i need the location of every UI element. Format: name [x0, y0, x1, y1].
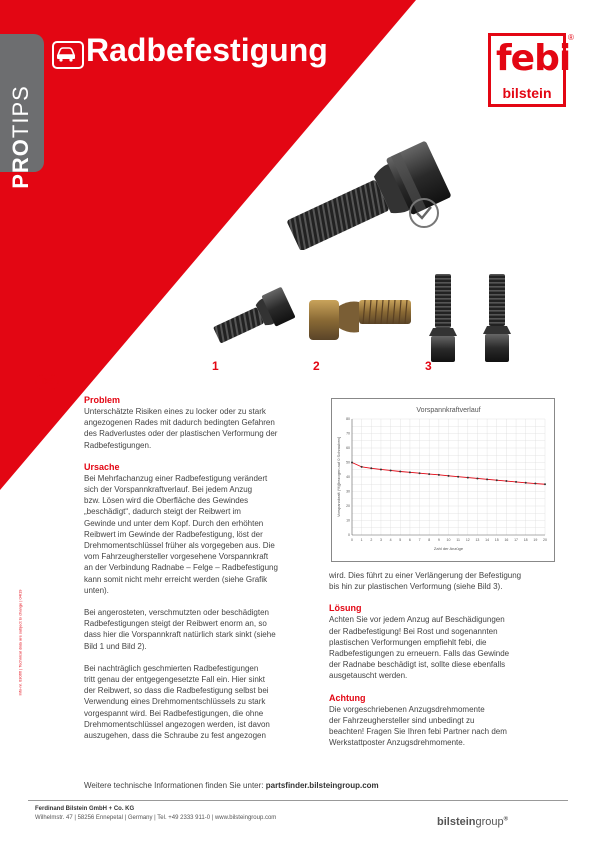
image-number-1: 1	[212, 359, 219, 373]
info-number: Info-nr. 03066 | Technical data are subject to change | 04/19	[17, 589, 23, 696]
y-tick-label: 80	[346, 417, 350, 422]
data-point	[505, 480, 507, 482]
logo-bilstein-text: bilstein	[502, 85, 552, 101]
x-axis-label: Zahl der Anzüge	[433, 546, 464, 551]
data-point	[467, 477, 469, 479]
data-point	[390, 469, 392, 471]
ursache-heading: Ursache	[84, 461, 120, 472]
x-tick-label: 6	[408, 538, 411, 542]
x-tick-label: 18	[523, 538, 528, 542]
data-point	[476, 477, 478, 479]
data-point	[544, 483, 546, 485]
car-icon	[52, 41, 84, 69]
partsfinder-link[interactable]: partsfinder.bilsteingroup.com	[265, 781, 379, 790]
data-point	[399, 470, 401, 472]
chart-title: Vorspannkraftverlauf	[416, 407, 481, 414]
x-tick-label: 19	[533, 538, 538, 542]
check-circle-icon	[409, 198, 439, 228]
ursache-text-1: Bei Mehrfachanzug einer Radbefestigung verändert sich der Vorspannkraftverlauf. Bei jedem Anzug bzw. Lösen wird die Oberfläche des Gewindes „beschädigt“, dadurch steigt der Reibwert im Gewinde und unter dem Kopf. Durch den erhöhten Reibwert im Gewinde der Radbefestigung, löst der Drehmomentschlüssel früher als vorgegeben aus. Die vom Fahrzeughersteller vorgesehene Vorspannkraft an der Verbindung Radnabe – Felge – Radbefestigung kann somit nicht mehr erreicht werden (siehe Grafik unten).	[84, 473, 278, 595]
x-tick-label: 15	[494, 538, 499, 542]
registered-mark: ®	[568, 33, 574, 42]
footer-divider	[28, 800, 568, 801]
data-point	[448, 475, 450, 477]
x-tick-label: 16	[504, 538, 509, 542]
footer	[35, 805, 276, 823]
more-info-prefix: Weitere technische Informationen finden Sie unter:	[84, 781, 266, 790]
x-tick-label: 3	[379, 538, 382, 542]
logo-febi-text: febi	[496, 38, 571, 79]
ursache-text-3: Bei nachträglich geschmierten Radbefestigungen tritt genau der entgegengesetzte Fall ein. Hier sinkt der Reibwert, so dass die Radbefestigung selbst bei Verwendung eines Drehmomentschlüssels zu stark vorgespannt wird. Bei Radbefestigungen, die ohne Drehmomentschlüssel angezogen werden, ist davon auszugehen, dass die Schraube zu fest angezogen	[84, 663, 270, 741]
x-tick-label: 1	[360, 538, 363, 542]
y-tick-label: 0	[348, 533, 350, 538]
wheel-bolt-main-image	[262, 130, 452, 250]
data-point	[419, 472, 421, 474]
data-point	[525, 482, 527, 484]
data-point	[534, 483, 536, 485]
data-point	[351, 462, 353, 464]
y-tick-label: 40	[346, 475, 350, 480]
loesung-heading: Lösung	[329, 603, 362, 614]
x-tick-label: 0	[351, 538, 353, 542]
chart-svg	[332, 399, 554, 561]
protips-label: PROTIPS	[8, 85, 33, 189]
left-column	[84, 395, 324, 752]
more-info-line	[84, 781, 379, 790]
x-tick-label: 14	[485, 538, 490, 542]
x-tick-label: 13	[475, 538, 480, 542]
y-tick-label: 10	[346, 518, 350, 523]
y-tick-label: 70	[346, 431, 350, 436]
x-tick-label: 7	[418, 538, 421, 542]
data-point	[370, 467, 372, 469]
data-point	[409, 471, 411, 473]
data-point	[496, 479, 498, 481]
febi-logo	[488, 33, 571, 107]
loesung-text: Achten Sie vor jedem Anzug auf Beschädigungen der Radbefestigung! Bei Rost und sogenannten plastischen Verformungen empfiehlt febi, die Radbefestigungen zu erneuern. Falls das Gewinde der Radnabe beschädigt ist, sollte diese ebenfalls ausgetauscht werden.	[329, 615, 510, 681]
footer-company: Ferdinand Bilstein GmbH + Co. KG	[35, 806, 135, 812]
x-tick-label: 17	[514, 538, 519, 542]
problem-heading: Problem	[84, 395, 121, 405]
page-title: Radbefestigung	[86, 32, 328, 68]
x-tick-label: 8	[428, 538, 431, 542]
achtung-text: Die vorgeschriebenen Anzugsdrehmomente der Fahrzeughersteller sind unbedingt zu beachten! Fragen Sie Ihren febi Partner nach dem Werkstattposter Anzugsdrehmomente.	[329, 704, 507, 748]
x-tick-label: 11	[456, 538, 460, 542]
x-tick-label: 12	[465, 538, 470, 542]
image-number-3: 3	[425, 359, 432, 373]
bolt-image-3-pair	[425, 270, 525, 366]
data-point	[486, 478, 488, 480]
bilsteingroup-logo: bilsteingroup®	[437, 816, 509, 828]
achtung-heading: Achtung	[329, 692, 366, 703]
language-badge: DE	[35, 374, 59, 390]
y-tick-label: 30	[346, 489, 350, 494]
x-tick-label: 4	[389, 538, 392, 542]
right-column	[329, 570, 569, 759]
data-point	[428, 473, 430, 475]
y-tick-label: 60	[346, 446, 350, 451]
data-point	[515, 481, 517, 483]
protips-tab	[0, 34, 44, 189]
y-axis-label: Vorspannkraft (%)[bezogen auf 0 Schrauben]	[336, 436, 341, 518]
y-tick-label: 50	[346, 460, 350, 465]
x-tick-label: 9	[437, 538, 440, 542]
data-point	[438, 474, 440, 476]
bolt-image-2-rusty	[305, 288, 415, 346]
data-point	[380, 468, 382, 470]
footer-address: Wilhelmstr. 47 | 58256 Ennepetal | Germany | Tel. +49 2333 911-0 | www.bilsteingroup.com	[35, 815, 277, 821]
continuation-text: wird. Dies führt zu einer Verlängerung der Befestigung bis hin zur plastischen Verformung (siehe Bild 3).	[329, 571, 522, 592]
image-number-2: 2	[313, 359, 320, 373]
bolt-image-1	[205, 282, 297, 346]
y-tick-label: 20	[346, 504, 350, 509]
x-tick-label: 10	[446, 538, 451, 542]
x-tick-label: 5	[399, 538, 402, 542]
x-tick-label: 20	[543, 538, 547, 542]
x-tick-label: 2	[370, 538, 373, 542]
data-point	[457, 476, 459, 478]
preload-chart	[331, 398, 555, 562]
data-point	[361, 466, 363, 468]
ursache-text-2: Bei angerosteten, verschmutzten oder beschädigten Radbefestigungen steigt der Reibwert enorm an, so dass hier die Vorspannkraft natürlich stark sinkt (siehe Bild 1 und Bild 2).	[84, 608, 276, 651]
problem-text: Unterschätzte Risiken eines zu locker oder zu stark angezogenen Rades mit dadurch bedingten Gefahren des Radverlustes oder der plastischen Verformung der Radbefestigungen.	[84, 407, 278, 450]
